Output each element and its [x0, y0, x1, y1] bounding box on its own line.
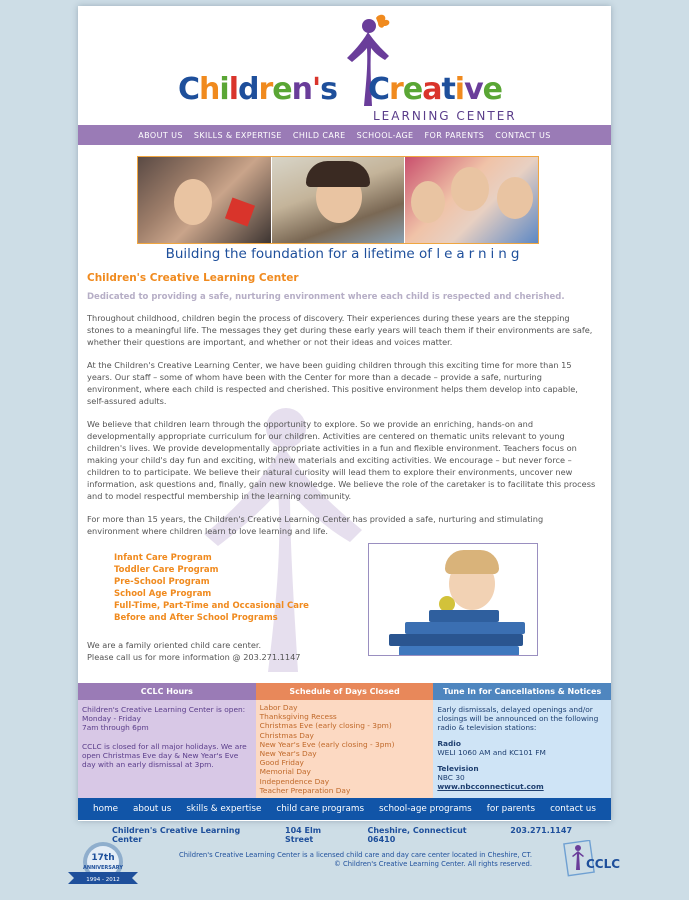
footer-copyright: © Children's Creative Learning Center. All rights reserved. [334, 860, 532, 868]
schedule-box [256, 683, 434, 798]
paragraph-explore: We believe that children learn through the opportunity to explore. So we provide an enriching, hands-on and developmentally appropriate curriculum for our children. Activities are centered on thematic units relevant to young children's lives. We provide developmentally appropriate activities in a fun and flexible environment. Teachers focus on making your child's day fun and exciting, with new materials and exciting activities. We encourage – but never force – children to to participate. We believe their natural curiosity will lead them to explore their environments, uncover new information, ask questions and, finally, gain new knowledge. We believe the role of the caretaker is to facilitate this process and to model respectful membership in the learning community. [87, 419, 596, 501]
topnav-about-us[interactable]: ABOUT US [138, 130, 183, 140]
hero-photo-group [405, 157, 538, 243]
hero-photo-strip [137, 156, 539, 244]
television-label: Television [437, 764, 479, 774]
program-pre-school[interactable]: Pre-School Program [114, 577, 210, 587]
header [78, 6, 611, 125]
footer-center-name: Children's Creative Learning Center [112, 826, 241, 844]
hours-holiday-note: CCLC is closed for all major holidays. We are open Christmas Eve day & New Year's Eve day with an early dismissal at 3pm. [82, 741, 247, 770]
radio-stations: WELI 1060 AM and KC101 FM [437, 747, 546, 757]
botnav-about-us[interactable]: about us [133, 804, 172, 814]
logo-subtitle: LEARNING CENTER [373, 109, 517, 123]
anniversary-badge-icon [64, 840, 142, 890]
page-subtitle: Dedicated to providing a safe, nurturing environment where each child is respected and cherished. [87, 292, 565, 302]
botnav-child-care-programs[interactable]: child care programs [276, 804, 365, 814]
info-boxes [78, 683, 611, 798]
closed-day: New Year's Day [259, 749, 317, 759]
cancellations-intro: Early dismissals, delayed openings and/or closings will be announced on the following radio & television stations: [437, 705, 599, 733]
schedule-box-title: Schedule of Days Closed [256, 683, 434, 700]
site-logo[interactable] [178, 12, 518, 124]
tagline [78, 246, 611, 262]
radio-label: Radio [437, 738, 461, 748]
logo-word-creative: Creative [368, 72, 502, 107]
cancellations-box-title: Tune In for Cancellations & Notices [433, 683, 611, 700]
paragraph-discovery: Throughout childhood, children begin the process of discovery. Their experiences during these years are the stepping stones to a meaningful life. The messages they get during these early years will teach them if their environments are safe, whether their questions are important, and whether or not their ideas and voices matter. [87, 313, 593, 347]
closed-day: Christmas Day [259, 730, 314, 740]
botnav-skills-expertise[interactable]: skills & expertise [186, 804, 262, 814]
program-list [114, 552, 309, 624]
paragraph-history: For more than 15 years, the Children's Creative Learning Center has provided a safe, nurturing and stimulating environment where children learn to love learning and life. [87, 514, 544, 536]
main-content [87, 272, 597, 662]
botnav-school-age-programs[interactable]: school-age programs [379, 804, 472, 814]
nbc-link[interactable]: www.nbcconnecticut.com [437, 782, 544, 792]
topnav-child-care[interactable]: CHILD CARE [292, 130, 346, 140]
topnav-for-parents[interactable]: FOR PARENTS [424, 130, 485, 140]
footer-legal-line1: Children's Creative Learning Center is a licensed child care and day care center located in Cheshire, CT. [178, 851, 532, 859]
closed-day: Teacher Preparation Day [259, 785, 351, 795]
tagline-lead: Building the foundation for a lifetime of [165, 246, 437, 262]
tagline-learning: learning [436, 246, 524, 262]
badge-anniversary: ANNIVERSARY [83, 865, 123, 871]
badge-17th: 17th [91, 853, 115, 863]
closed-day: Thanksgiving Recess [259, 712, 337, 722]
closed-day: Good Friday [259, 758, 304, 768]
bottom-navigation [78, 798, 611, 820]
closed-day: Labor Day [259, 703, 298, 712]
contact-note [87, 639, 301, 663]
botnav-contact-us[interactable]: contact us [550, 804, 596, 814]
footer-legal [140, 851, 532, 869]
botnav-for-parents[interactable]: for parents [486, 804, 536, 814]
badge-years: 1994 - 2012 [86, 877, 120, 883]
television-station: NBC 30 [437, 773, 465, 783]
top-navigation [78, 125, 611, 145]
hours-line-2: Monday - Friday [82, 714, 141, 724]
footer-address [112, 826, 572, 844]
cclc-text: CCLC [586, 857, 620, 871]
photo-child-with-books [368, 543, 538, 656]
program-full-part-time[interactable]: Full-Time, Part-Time and Occasional Care [114, 601, 309, 611]
topnav-contact-us[interactable]: CONTACT US [495, 130, 551, 140]
hours-box [78, 683, 256, 798]
botnav-home[interactable]: home [93, 804, 118, 814]
page-title: Children's Creative Learning Center [87, 272, 299, 284]
program-school-age[interactable]: School Age Program [114, 589, 212, 599]
contact-note-line2: Please call us for more information @ 203.271.1147 [87, 652, 301, 662]
closed-day: Memorial Day [259, 767, 311, 777]
closed-day: Independence Day [259, 776, 330, 786]
hours-line-1: Children's Creative Learning Center is open: [82, 705, 246, 714]
topnav-skills-expertise[interactable]: SKILLS & EXPERTISE [193, 130, 282, 140]
program-infant-care[interactable]: Infant Care Program [114, 553, 212, 563]
hours-box-title: CCLC Hours [78, 683, 256, 700]
hours-line-3: 7am through 6pm [82, 723, 149, 733]
paragraph-guiding: At the Children's Creative Learning Center, we have been guiding children through this exciting time for more than 15 years. Our staff – some of whom have been with the Center for more than a decade – provide a safe, nurturing environment, where each child is respected and cherished. This positive environment helps them develop into capable, self-assured adults. [87, 360, 578, 406]
hero-photo-boy [272, 157, 406, 243]
footer-phone: 203.271.1147 [510, 826, 573, 835]
hero-photo-girl [138, 157, 272, 243]
program-before-after-school[interactable]: Before and After School Programs [114, 613, 278, 623]
closed-day: New Year's Eve (early closing - 3pm) [259, 739, 395, 749]
footer-street: 104 Elm Street [285, 826, 322, 844]
cclc-small-logo-icon[interactable] [562, 840, 620, 880]
cancellations-box [433, 683, 611, 798]
closed-day: Christmas Eve (early closing - 3pm) [259, 721, 392, 731]
page-container [78, 6, 611, 821]
logo-word-childrens: Children's [178, 72, 338, 107]
program-toddler-care[interactable]: Toddler Care Program [114, 565, 219, 575]
footer-city: Cheshire, Connecticut 06410 [367, 826, 467, 844]
topnav-school-age[interactable]: SCHOOL-AGE [356, 130, 414, 140]
contact-note-line1: We are a family oriented child care center. [87, 640, 262, 650]
